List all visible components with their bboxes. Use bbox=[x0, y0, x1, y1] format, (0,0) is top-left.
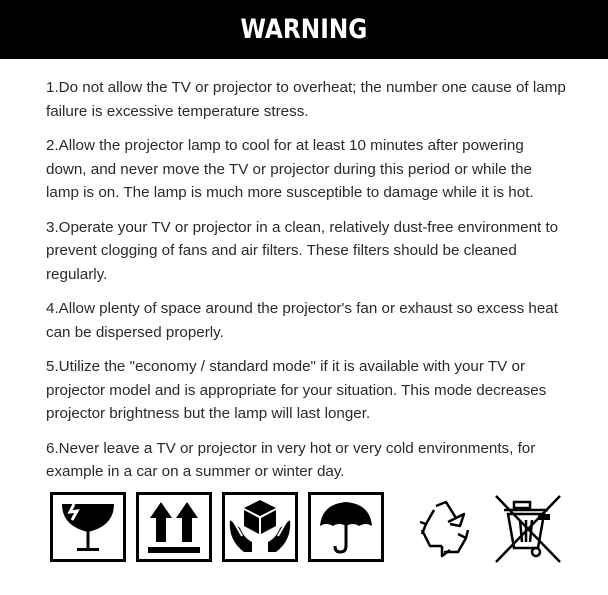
recycle-icon bbox=[412, 496, 478, 560]
warning-item-6: 6.Never leave a TV or projector in very hot or very cold environments, for example in a car on a summer or winter day. bbox=[46, 439, 536, 480]
warning-title: WARNING bbox=[240, 14, 368, 45]
keep-dry-icon bbox=[308, 492, 384, 562]
handle-with-care-icon bbox=[222, 492, 298, 562]
warning-list bbox=[46, 76, 566, 495]
warning-item-3: 3.Operate your TV or projector in a clean, relatively dust-free environment to prevent clogging of fans and air filters. These filters should be cleaned regularly. bbox=[46, 218, 559, 283]
fragile-icon bbox=[50, 492, 126, 562]
no-trash-bin-icon bbox=[490, 492, 566, 566]
warning-item-4: 4.Allow plenty of space around the projector's fan or exhaust so excess heat can be dispersed properly. bbox=[46, 300, 558, 341]
warning-item-5: 5.Utilize the "economy / standard mode" if it is available with your TV or projector model and is appropriate for your situation. This mode decreases projector brightness but the lamp will last longer. bbox=[46, 358, 547, 422]
warning-item-2: 2.Allow the projector lamp to cool for at least 10 minutes after powering down, and never move the TV or projector during this period or while the lamp is on. The lamp is much more susceptible to damage while it is hot. bbox=[46, 137, 534, 201]
warning-item-1: 1.Do not allow the TV or projector to overheat; the number one cause of lamp failure is excessive temperature stress. bbox=[46, 79, 566, 120]
this-way-up-icon bbox=[136, 492, 212, 562]
warning-header bbox=[0, 0, 608, 59]
